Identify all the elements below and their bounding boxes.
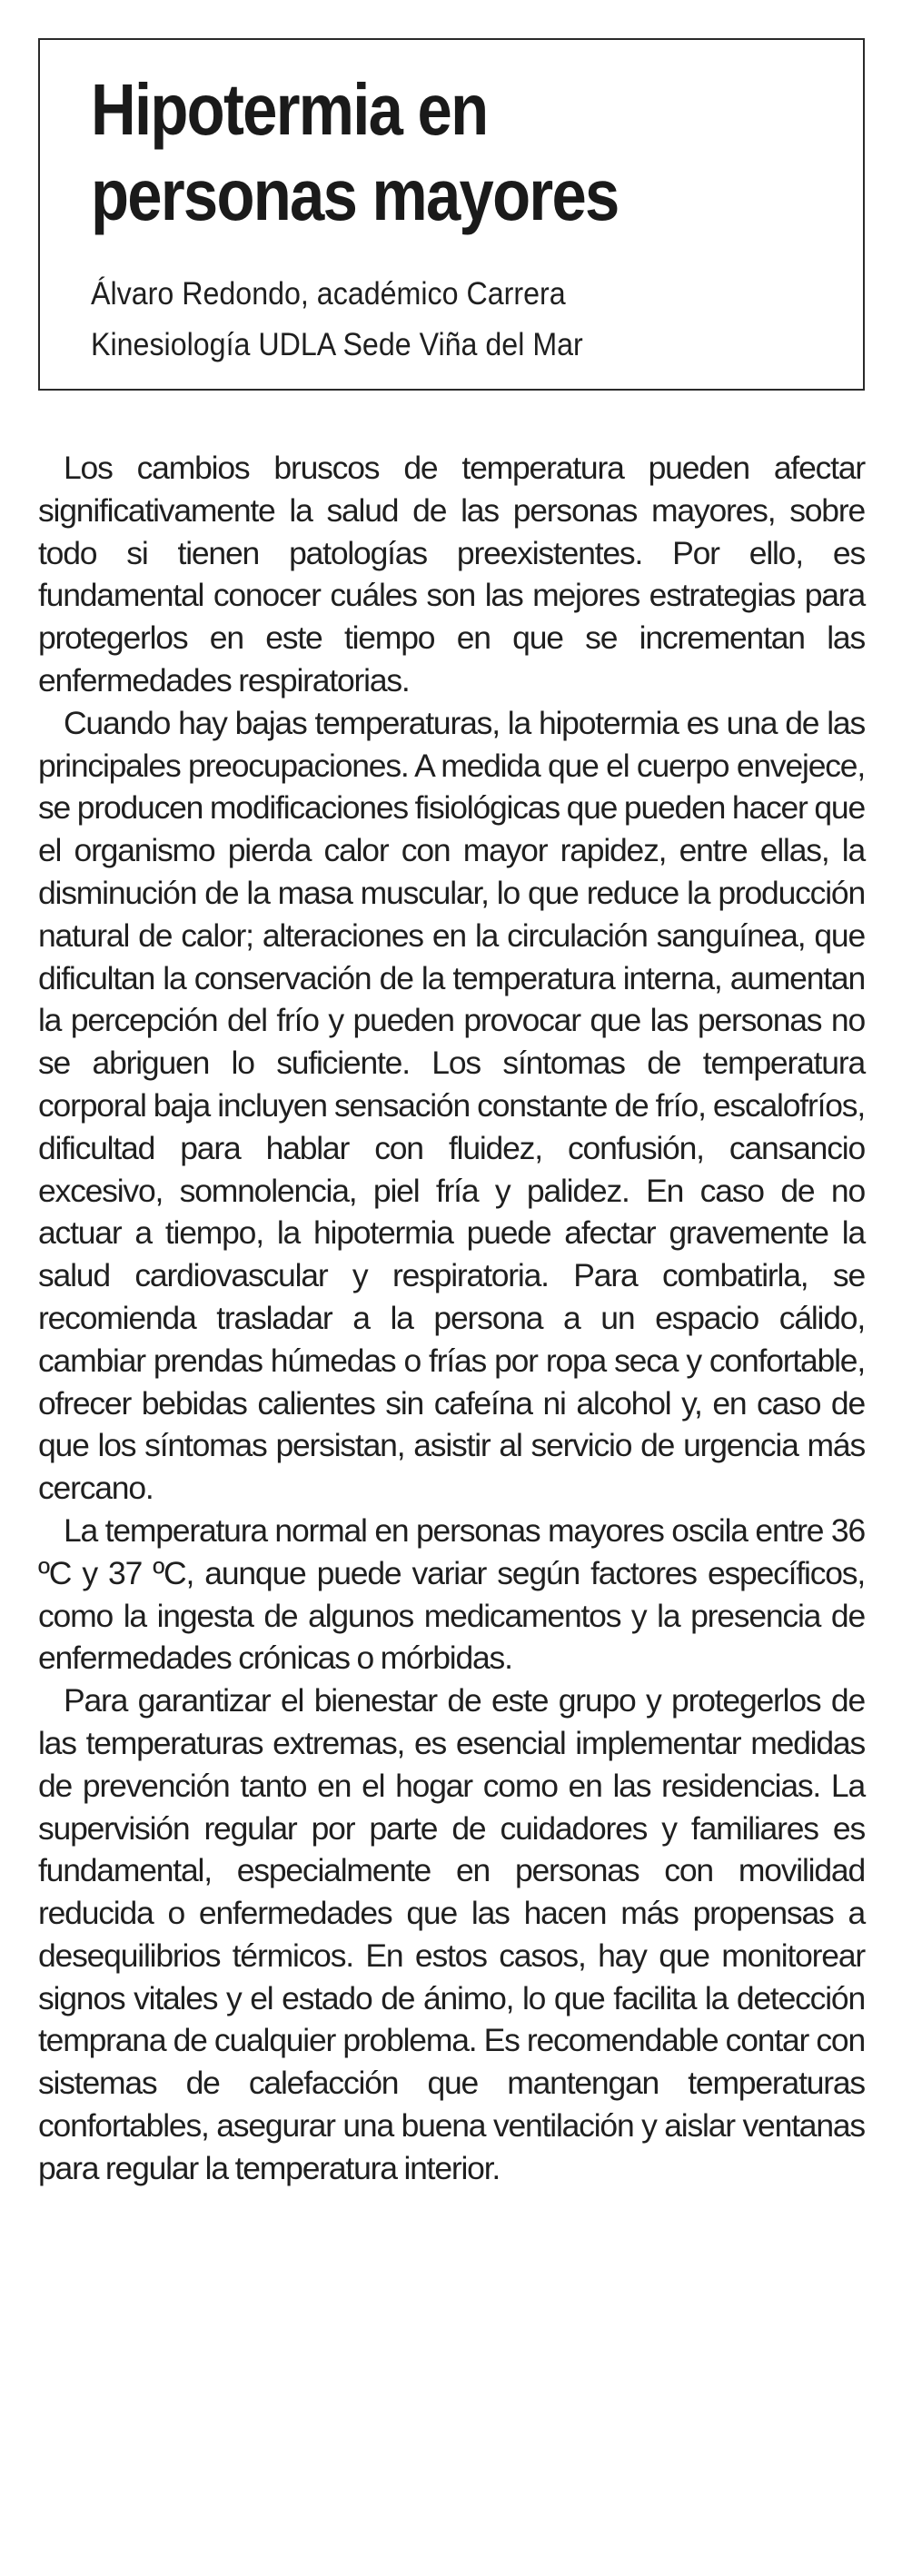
- body-paragraph-1: Los cambios bruscos de temperatura pueden afectar significativamente la salud de las personas mayores, sobre todo si tienen patologías preexistentes. Por ello, es fundamental conocer cuáles son las mejores estrategias para protegerlos en este tiempo en que se incrementan las enfermedades respiratorias.: [38, 450, 865, 698]
- author-line-2: Kinesiología UDLA Sede Viña del Mar: [91, 327, 583, 362]
- body-paragraph-3: La temperatura normal en personas mayores oscila entre 36 ºC y 37 ºC, aunque puede variar según factores específicos, como la ingesta de algunos medicamentos y la presencia de enfermedades crónicas o mórbidas.: [38, 1511, 865, 1677]
- author-line-1: Álvaro Redondo, académico Carrera: [91, 276, 566, 312]
- article-title: [91, 67, 731, 238]
- article-header-box: [38, 38, 865, 391]
- article-body: [38, 447, 865, 2190]
- body-paragraph-4: Para garantizar el bienestar de este grupo y protegerlos de las temperaturas extremas, es esencial implementar medidas de prevención tanto en el hogar como en las residencias. La supervisión regular por parte de cuidadores y familiares es fundamental, especialmente en personas con movilidad reducida o enfermedades que las hacen más propensas a desequilibrios térmicos. En estos casos, hay que monitorear signos vitales y el estado de ánimo, lo que facilita la detección temprana de cualquier problema. Es recomendable contar con sistemas de calefacción que mantengan temperaturas confortables, asegurar una buena ventilación y aislar ventanas para regular la temperatura interior.: [38, 1682, 865, 2186]
- body-paragraph-2: Cuando hay bajas temperaturas, la hipotermia es una de las principales preocupaciones. A medida que el cuerpo envejece, se producen modificaciones fisiológicas que pueden hacer que el organismo pierda calor con mayor rapidez, entre ellas, la disminución de la masa muscular, lo que reduce la producción natural de calor; alteraciones en la circulación sanguínea, que dificultan la conservación de la temperatura interna, aumentan la percepción del frío y pueden provocar que las personas no se abriguen lo suficiente. Los síntomas de temperatura corporal baja incluyen sensación constante de frío, escalofríos, dificultad para hablar con fluidez, confusión, cansancio excesivo, somnolencia, piel fría y palidez. En caso de no actuar a tiempo, la hipotermia puede afectar gravemente la salud cardiovascular y respiratoria. Para combatirla, se recomienda trasladar a la persona a un espacio cálido, cambiar prendas húmedas o frías por ropa seca y confortable, ofrecer bebidas calientes sin cafeína ni alcohol y, en caso de que los síntomas persistan, asistir al servicio de urgencia más cercano.: [38, 704, 865, 1507]
- article-title-line-1: Hipotermia en: [91, 69, 488, 150]
- article-author: [91, 269, 583, 371]
- article-title-line-2: personas mayores: [91, 154, 619, 235]
